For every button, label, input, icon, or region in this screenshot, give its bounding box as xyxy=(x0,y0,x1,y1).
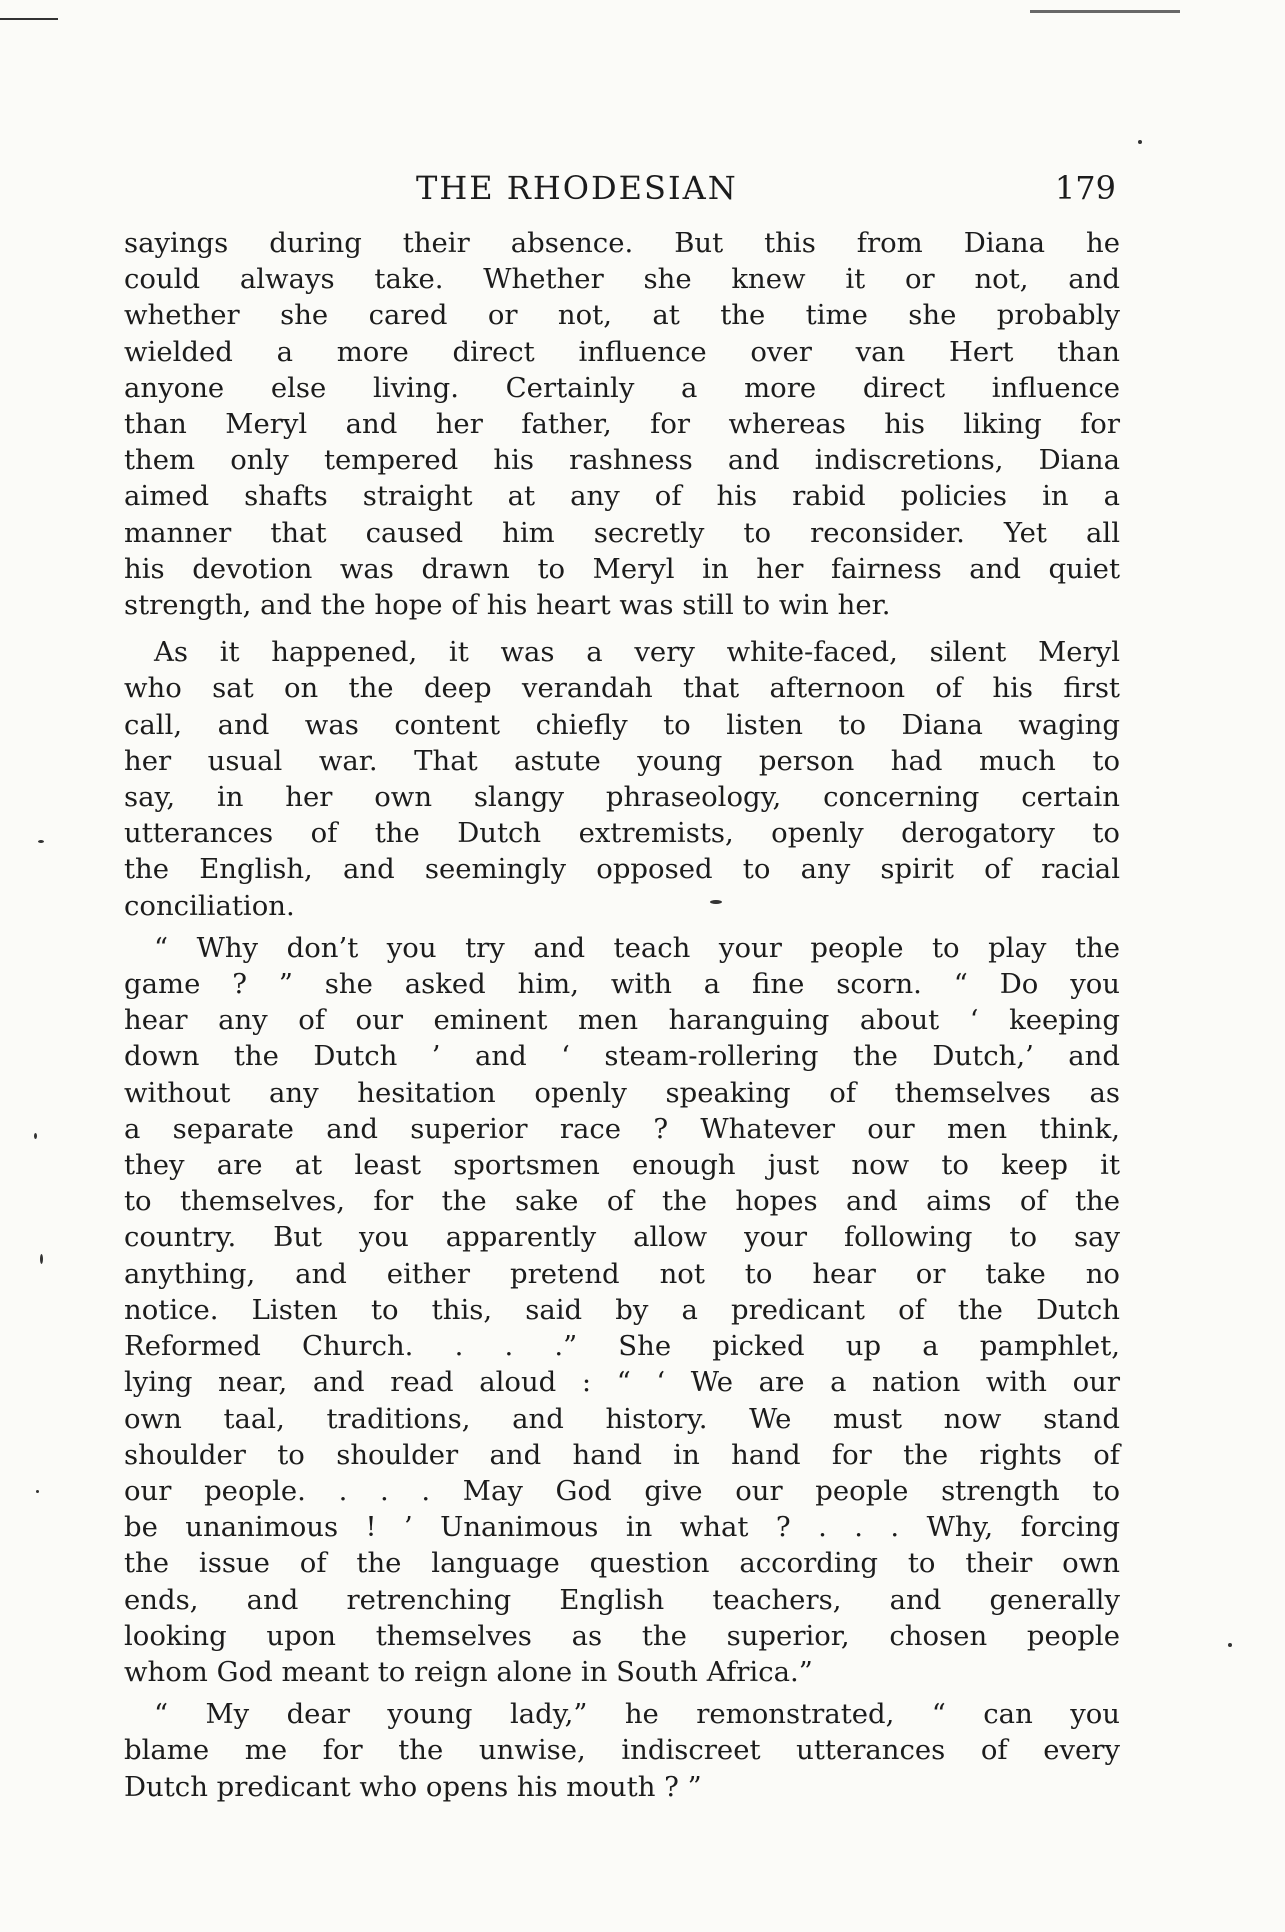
paragraph xyxy=(124,225,1120,623)
paragraph-continued xyxy=(124,966,1120,1690)
text-line: blame me for the unwise, indiscreet utterances of every xyxy=(124,1734,1120,1767)
text-line: without any hesitation openly speaking of themselves as xyxy=(124,1076,1120,1109)
text-line: to themselves, for the sake of the hopes and aims of the xyxy=(124,1185,1120,1218)
scan-mark xyxy=(0,18,58,20)
text-line: say, in her own slangy phraseology, concerning certain xyxy=(124,781,1120,814)
text-line: sayings during their absence. But this from Diana he xyxy=(124,227,1120,259)
text-line: hear any of our eminent men haranguing about ‘ keeping xyxy=(124,1004,1120,1037)
scan-speck xyxy=(34,1133,37,1139)
text-line: looking upon themselves as the superior, chosen people xyxy=(124,1619,1120,1652)
text-line: notice. Listen to this, said by a predicant of the Dutch xyxy=(124,1293,1120,1326)
text-line: lying near, and read aloud : “ ‘ We are a nation with our xyxy=(124,1366,1120,1399)
text-line: the English, and seemingly opposed to any spirit of racial xyxy=(124,853,1120,886)
text-line: country. But you apparently allow your following to say xyxy=(124,1221,1120,1254)
text-line: could always take. Whether she knew it or not, and xyxy=(124,263,1120,296)
text-line: they are at least sportsmen enough just now to keep it xyxy=(124,1149,1120,1182)
text-line: a separate and superior race ? Whatever our men think, xyxy=(124,1112,1120,1145)
text-line: call, and was content chiefly to listen to Diana waging xyxy=(124,708,1120,741)
paragraph xyxy=(124,930,1120,966)
scan-speck xyxy=(38,840,44,843)
text-line: who sat on the deep verandah that afternoon of his first xyxy=(124,672,1120,705)
body-text xyxy=(124,225,1120,1805)
scan-mark xyxy=(1030,10,1180,13)
text-line: anything, and either pretend not to hear or take no xyxy=(124,1257,1120,1290)
text-line: down the Dutch ’ and ‘ steam-rollering the Dutch,’ and xyxy=(124,1040,1120,1073)
running-header xyxy=(126,168,1116,208)
text-line: whom God meant to reign alone in South Africa.” xyxy=(124,1655,813,1688)
text-line: Reformed Church. . . .” She picked up a pamphlet, xyxy=(124,1330,1120,1363)
text-line: ends, and retrenching English teachers, and generally xyxy=(124,1583,1120,1616)
paragraph-continued xyxy=(124,670,1120,923)
text-line: be unanimous ! ’ Unanimous in what ? . . . Why, forcing xyxy=(124,1511,1120,1544)
scan-speck xyxy=(36,1490,39,1493)
text-line: his devotion was drawn to Meryl in her fairness and quiet xyxy=(124,552,1120,585)
running-title: THE RHODESIAN xyxy=(416,169,738,207)
scan-speck xyxy=(40,1254,43,1264)
text-line: conciliation. xyxy=(124,889,295,922)
text-line: manner that caused him secretly to reconsider. Yet all xyxy=(124,516,1120,549)
text-line: “ Why don’t you try and teach your people to play the xyxy=(154,931,1120,964)
text-line: “ My dear young lady,” he remonstrated, “ can you xyxy=(154,1698,1120,1731)
text-line: our people. . . . May God give our people strength to xyxy=(124,1474,1120,1507)
text-line: anyone else living. Certainly a more direct influence xyxy=(124,371,1120,404)
text-line: own taal, traditions, and history. We must now stand xyxy=(124,1402,1120,1435)
text-line: wielded a more direct influence over van Hert than xyxy=(124,335,1120,368)
paragraph xyxy=(124,1696,1120,1732)
text-line: aimed shafts straight at any of his rabid policies in a xyxy=(124,480,1120,513)
text-line: utterances of the Dutch extremists, openly derogatory to xyxy=(124,817,1120,850)
text-line: Dutch predicant who opens his mouth ? ” xyxy=(124,1770,702,1803)
text-line: game ? ” she asked him, with a fine scorn. “ Do you xyxy=(124,968,1120,1001)
text-line: her usual war. That astute young person had much to xyxy=(124,744,1120,777)
text-line: the issue of the language question according to their own xyxy=(124,1547,1120,1580)
text-line: As it happened, it was a very white-faced, silent Meryl xyxy=(154,636,1120,669)
text-line: shoulder to shoulder and hand in hand for the rights of xyxy=(124,1438,1120,1471)
scan-speck xyxy=(1228,1643,1232,1647)
paragraph-continued xyxy=(124,1732,1120,1804)
text-line: them only tempered his rashness and indiscretions, Diana xyxy=(124,444,1120,477)
scan-speck xyxy=(1138,140,1142,144)
page-number: 179 xyxy=(1054,169,1116,207)
text-line: whether she cared or not, at the time she probably xyxy=(124,299,1120,332)
text-line: than Meryl and her father, for whereas his liking for xyxy=(124,408,1120,441)
text-line: strength, and the hope of his heart was still to win her. xyxy=(124,589,891,622)
paragraph xyxy=(124,634,1120,670)
